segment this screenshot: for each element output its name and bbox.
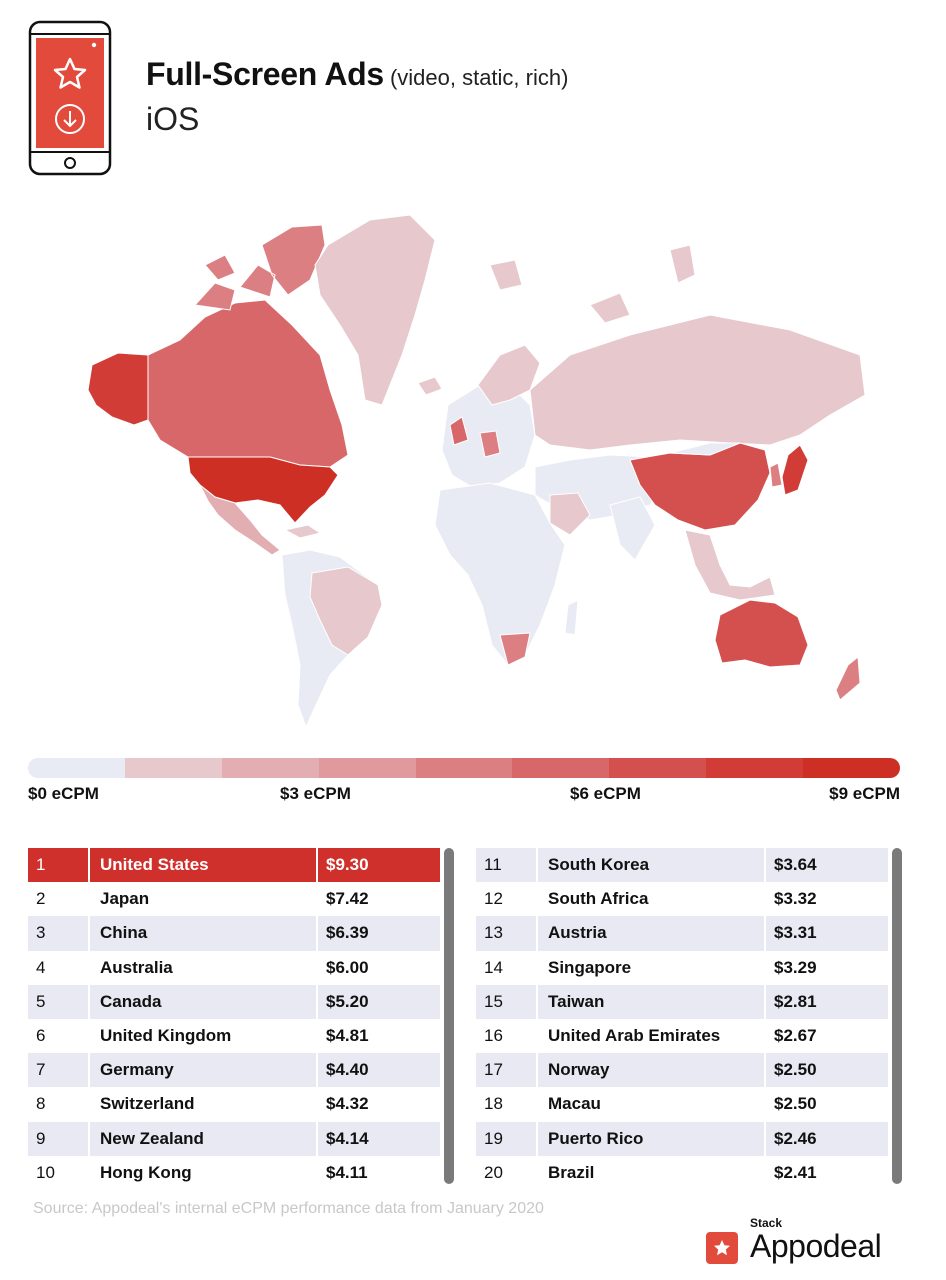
table-row xyxy=(476,1053,888,1087)
table-row xyxy=(28,916,440,950)
ecpm-cell: $4.14 xyxy=(326,1128,369,1148)
country-cell: Hong Kong xyxy=(90,1156,318,1190)
smartphone-icon xyxy=(28,20,112,176)
rank-cell: 10 xyxy=(28,1156,90,1190)
brand-small-text: Stack xyxy=(750,1216,783,1230)
rank-cell: 16 xyxy=(476,1019,538,1053)
title-block xyxy=(146,56,568,138)
country-cell: Macau xyxy=(538,1087,766,1121)
country-cell: Japan xyxy=(90,882,318,916)
ecpm-cell: $2.46 xyxy=(774,1128,817,1148)
table-row xyxy=(28,1087,440,1121)
rank-cell: 7 xyxy=(28,1053,90,1087)
ecpm-cell: $3.64 xyxy=(774,855,817,875)
table-row xyxy=(476,1122,888,1156)
table-row xyxy=(476,1087,888,1121)
header xyxy=(28,20,728,180)
table-row xyxy=(28,848,440,882)
table-row xyxy=(28,882,440,916)
region-india xyxy=(610,497,655,560)
rank-cell: 11 xyxy=(476,848,538,882)
scrollbar[interactable] xyxy=(892,848,902,1184)
scale-segment xyxy=(319,758,416,778)
table-row xyxy=(476,1019,888,1053)
ecpm-cell: $2.67 xyxy=(774,1026,817,1046)
rank-cell: 20 xyxy=(476,1156,538,1190)
rank-cell: 15 xyxy=(476,985,538,1019)
rank-cell: 5 xyxy=(28,985,90,1019)
ecpm-cell: $3.29 xyxy=(774,957,817,977)
region-new-zealand xyxy=(836,657,860,700)
region-southeast-asia xyxy=(685,530,775,600)
world-map xyxy=(30,205,900,735)
table-row xyxy=(476,916,888,950)
region-united-states xyxy=(188,457,338,523)
country-cell: Norway xyxy=(538,1053,766,1087)
scale-segment xyxy=(416,758,513,778)
scale-label-6: $6 eCPM xyxy=(570,784,641,803)
brand-logo xyxy=(706,1216,906,1268)
rank-cell: 4 xyxy=(28,951,90,985)
ecpm-cell: $3.32 xyxy=(774,889,817,909)
scale-label-max: $9 eCPM xyxy=(829,784,900,803)
scale-label-min: $0 eCPM xyxy=(28,784,99,803)
scale-segment xyxy=(803,758,900,778)
ranking-table-left xyxy=(28,848,440,1190)
table-row xyxy=(28,1156,440,1190)
ecpm-cell: $4.40 xyxy=(326,1060,369,1080)
region-russia-islands xyxy=(490,245,695,323)
ecpm-cell: $2.81 xyxy=(774,991,817,1011)
rank-cell: 8 xyxy=(28,1087,90,1121)
country-cell: South Africa xyxy=(538,882,766,916)
region-alaska xyxy=(88,353,148,425)
region-australia xyxy=(715,600,808,667)
ecpm-cell: $6.00 xyxy=(326,957,369,977)
table-row xyxy=(476,882,888,916)
source-note: Source: Appodeal's internal eCPM performance data from January 2020 xyxy=(33,1200,544,1217)
page-subtitle: (video, static, rich) xyxy=(389,65,569,90)
scale-label-3: $3 eCPM xyxy=(280,784,351,803)
scale-segment xyxy=(28,758,125,778)
rank-cell: 9 xyxy=(28,1122,90,1156)
rank-cell: 3 xyxy=(28,916,90,950)
country-cell: Germany xyxy=(90,1053,318,1087)
scale-segment xyxy=(609,758,706,778)
region-africa xyxy=(435,483,565,665)
country-cell: Australia xyxy=(90,951,318,985)
table-row xyxy=(476,848,888,882)
country-cell: Puerto Rico xyxy=(538,1122,766,1156)
rank-cell: 18 xyxy=(476,1087,538,1121)
rank-cell: 19 xyxy=(476,1122,538,1156)
region-arctic-islands xyxy=(195,225,325,310)
color-scale-bar xyxy=(28,758,900,778)
ecpm-cell: $2.50 xyxy=(774,1094,817,1114)
scale-segment xyxy=(512,758,609,778)
region-korea xyxy=(770,463,782,487)
ecpm-cell: $2.41 xyxy=(774,1162,817,1182)
rank-cell: 1 xyxy=(28,848,90,882)
ecpm-cell: $4.81 xyxy=(326,1026,369,1046)
table-row xyxy=(476,985,888,1019)
table-row xyxy=(28,985,440,1019)
brand-name: Appodeal xyxy=(750,1228,882,1264)
rank-cell: 6 xyxy=(28,1019,90,1053)
region-caribbean xyxy=(285,525,320,538)
country-cell: Taiwan xyxy=(538,985,766,1019)
country-cell: New Zealand xyxy=(90,1122,318,1156)
scale-segment xyxy=(125,758,222,778)
country-cell: Brazil xyxy=(538,1156,766,1190)
color-scale-labels xyxy=(28,784,900,808)
rank-cell: 14 xyxy=(476,951,538,985)
rank-cell: 17 xyxy=(476,1053,538,1087)
region-japan xyxy=(782,445,808,495)
region-madagascar xyxy=(565,600,578,635)
ecpm-cell: $6.39 xyxy=(326,923,369,943)
scale-segment xyxy=(222,758,319,778)
page-title: Full-Screen Ads xyxy=(146,56,384,92)
country-cell: Austria xyxy=(538,916,766,950)
table-row xyxy=(28,1019,440,1053)
ecpm-cell: $4.32 xyxy=(326,1094,369,1114)
region-canada xyxy=(148,300,348,467)
table-row xyxy=(476,951,888,985)
country-cell: Canada xyxy=(90,985,318,1019)
scale-segment xyxy=(706,758,803,778)
appodeal-star-logo-icon xyxy=(706,1232,738,1264)
rank-cell: 2 xyxy=(28,882,90,916)
ecpm-cell: $7.42 xyxy=(326,889,369,909)
ecpm-cell: $9.30 xyxy=(326,855,369,875)
platform-label: iOS xyxy=(146,101,200,137)
region-iceland xyxy=(418,377,442,395)
table-row xyxy=(28,951,440,985)
ecpm-cell: $4.11 xyxy=(326,1162,368,1182)
table-row xyxy=(28,1122,440,1156)
ecpm-cell: $2.50 xyxy=(774,1060,817,1080)
ranking-table-right xyxy=(476,848,888,1190)
scrollbar[interactable] xyxy=(444,848,454,1184)
ecpm-cell: $5.20 xyxy=(326,991,369,1011)
table-row xyxy=(476,1156,888,1190)
country-cell: United Kingdom xyxy=(90,1019,318,1053)
region-greenland xyxy=(315,215,435,405)
country-cell: United States xyxy=(90,848,318,882)
region-russia xyxy=(530,315,865,450)
rank-cell: 12 xyxy=(476,882,538,916)
table-row xyxy=(28,1053,440,1087)
ecpm-cell: $3.31 xyxy=(774,923,817,943)
rank-cell: 13 xyxy=(476,916,538,950)
country-cell: Switzerland xyxy=(90,1087,318,1121)
country-cell: United Arab Emirates xyxy=(538,1019,766,1053)
country-cell: Singapore xyxy=(538,951,766,985)
country-cell: China xyxy=(90,916,318,950)
country-cell: South Korea xyxy=(538,848,766,882)
